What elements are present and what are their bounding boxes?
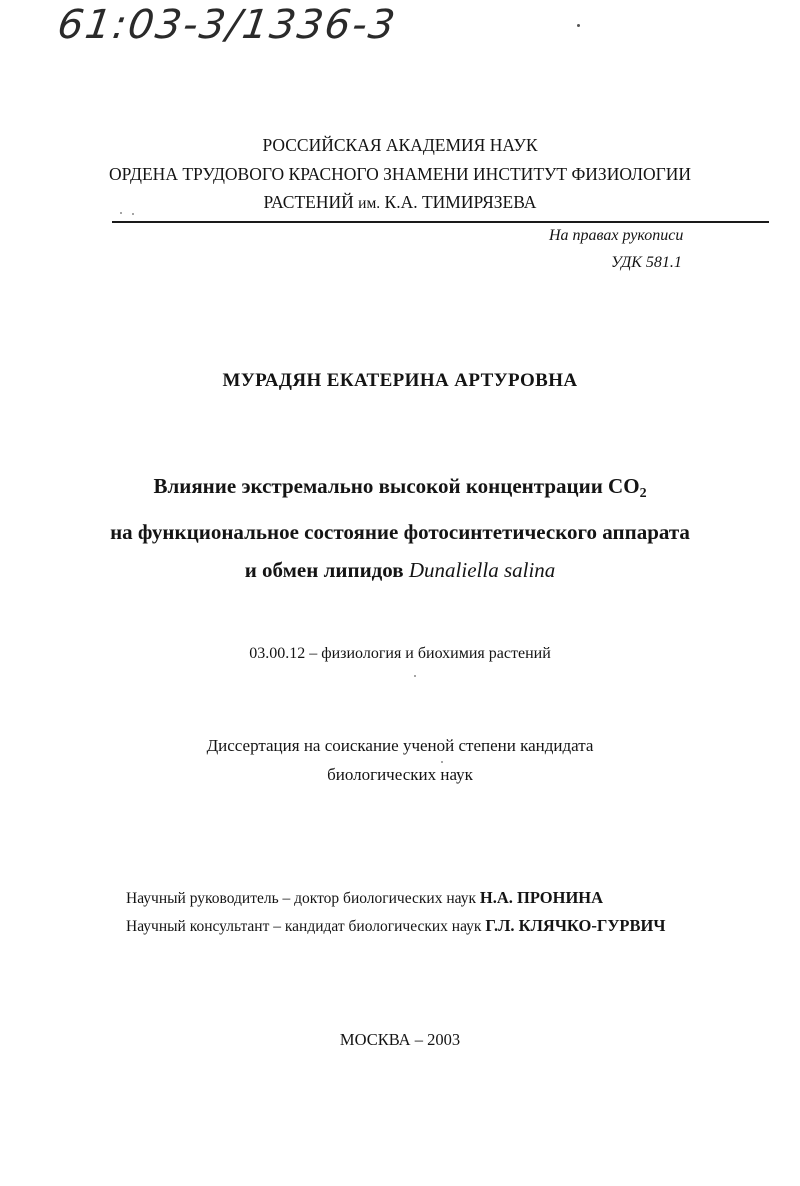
- institution-line-3-small: им.: [358, 195, 381, 212]
- degree-statement: [0, 731, 800, 789]
- scan-speck: [441, 761, 443, 763]
- header-divider: [112, 221, 769, 223]
- institution-line-1: РОССИЙСКАЯ АКАДЕМИЯ НАУК: [262, 135, 538, 155]
- title-species: Dunaliella salina: [408, 558, 556, 582]
- handwritten-archive-code: 61:03-3/1336-3: [54, 2, 400, 48]
- manuscript-rights: На правах рукописи: [549, 227, 684, 244]
- title-subscript: 2: [639, 486, 647, 501]
- degree-line-2: биологических наук: [327, 765, 473, 784]
- consultant-label: Научный консультант – кандидат биологических наук: [126, 918, 482, 935]
- title-line-3: [0, 551, 800, 589]
- consultant-name: Г.Л. КЛЯЧКО-ГУРВИЧ: [485, 916, 666, 935]
- institution-line-3-name: К.А. ТИМИРЯЗЕВА: [384, 192, 537, 212]
- scan-speck: [414, 675, 416, 677]
- scan-speck: [120, 212, 122, 214]
- title-line-1-text: Влияние экстремально высокой концентрации CO: [153, 474, 640, 498]
- scan-speck: [132, 213, 134, 215]
- ink-dot: [577, 24, 580, 27]
- udc-code: УДК 581.1: [611, 254, 682, 271]
- scientific-advisor: [126, 888, 603, 908]
- city-year: МОСКВА – 2003: [339, 1030, 461, 1049]
- institution-line-2: ОРДЕНА ТРУДОВОГО КРАСНОГО ЗНАМЕНИ ИНСТИТУТ ФИЗИОЛОГИИ: [109, 164, 691, 184]
- specialty-code: 03.00.12 – физиология и биохимия растений: [249, 645, 551, 662]
- dissertation-title: [0, 467, 800, 589]
- degree-line-1: Диссертация на соискание ученой степени кандидата: [206, 736, 594, 755]
- author-name: МУРАДЯН ЕКАТЕРИНА АРТУРОВНА: [222, 370, 578, 391]
- title-line-3-prefix: и обмен липидов: [244, 558, 404, 582]
- title-line-2: на функциональное состояние фотосинтетического аппарата: [110, 520, 690, 544]
- scientific-consultant: [126, 916, 665, 936]
- advisor-name: Н.А. ПРОНИНА: [479, 888, 604, 907]
- title-line-1: [0, 467, 800, 513]
- advisor-label: Научный руководитель – доктор биологических наук: [126, 890, 476, 907]
- institution-line-3-main: РАСТЕНИЙ: [263, 192, 354, 212]
